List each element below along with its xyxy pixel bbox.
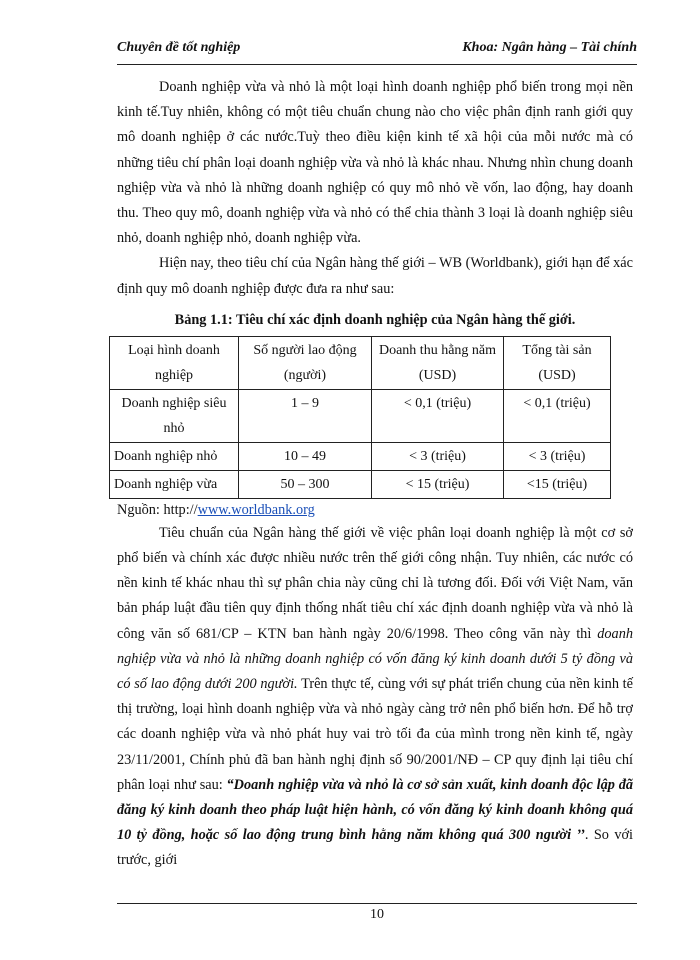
paragraph-2: Hiện nay, theo tiêu chí của Ngân hàng thế giới – WB (Worldbank), giới hạn để xác định quy mô doanh nghiệp được đưa ra như sau:	[117, 255, 633, 297]
table-header-row	[110, 336, 611, 389]
table-cell: Doanh nghiệp nhỏ	[110, 442, 239, 470]
header-left-title: Chuyên đề tốt nghiệp	[117, 40, 241, 55]
table-cell: Doanh nghiệp siêu nhỏ	[110, 389, 239, 442]
paragraph-3-quote: “Doanh nghiệp vừa và nhỏ là cơ sở sản xuất, kinh doanh độc lập đã đăng ký kinh doanh theo pháp luật hiện hành, có vốn đăng ký kinh doanh không quá 10 tỷ đồng, hoặc số lao động trung bình hằng năm không quá 300 người ’’	[117, 776, 633, 844]
paragraph-3-continued: Trên thực tế, cùng với sự phát triển chung của nền kinh tế thị trường, loại hình doanh nghiệp vừa và nhỏ ngày càng trở nên phổ biến hơn. Để hỗ trợ các doanh nghiệp vừa và nhỏ phát huy vai trò tối đa của mình trong nền kinh tế, ngày 23/11/2001, Chính phủ đã ban hành nghị định số 90/2001/NĐ – CP quy định lại tiêu chí phân loại như sau:	[117, 676, 633, 793]
table-cell: 50 – 300	[239, 470, 372, 498]
table-cell: < 3 (triệu)	[504, 442, 611, 470]
table-cell: <15 (triệu)	[504, 470, 611, 498]
table-cell: < 0,1 (triệu)	[372, 389, 504, 442]
footer-divider	[117, 903, 637, 904]
table-header-cell: Số người lao động (người)	[239, 336, 372, 389]
table-header-cell: Doanh thu hằng năm (USD)	[372, 336, 504, 389]
document-body	[114, 75, 633, 874]
source-label: Nguồn: http://	[117, 501, 198, 518]
header-divider	[117, 64, 637, 65]
table-cell: Doanh nghiệp vừa	[110, 470, 239, 498]
table-row	[110, 389, 611, 442]
table-cell: < 3 (triệu)	[372, 442, 504, 470]
criteria-table	[109, 336, 611, 499]
table-cell: < 15 (triệu)	[372, 470, 504, 498]
table-cell: 1 – 9	[239, 389, 372, 442]
paragraph-3	[117, 521, 633, 874]
paragraph-1: Doanh nghiệp vừa và nhỏ là một loại hình doanh nghiệp phổ biến trong mọi nền kinh tế.Tuy nhiên, không có một tiêu chuẩn chung nào cho việc phân định ranh giới quy mô doanh nghiệp ở các nước.Tuỳ theo điều kiện kinh tế xã hội của mỗi nước mà có những tiêu chí phân loại doanh nghiệp vừa và nhỏ là khác nhau. Nhưng nhìn chung doanh nghiệp vừa và nhỏ là những doanh nghiệp có quy mô nhỏ về vốn, lao động, hay doanh thu. Theo quy mô, doanh nghiệp vừa và nhỏ có thể chia thành 3 loại là doanh nghiệp siêu nhỏ, doanh nghiệp nhỏ, doanh nghiệp vừa.	[117, 79, 633, 247]
paragraph-3-italic: doanh nghiệp vừa và nhỏ là những doanh nghiệp có vốn đăng ký kinh doanh dưới 5 tỷ đồng và có số lao động dưới 200 người.	[117, 625, 633, 693]
table-row	[110, 470, 611, 498]
table-cell: < 0,1 (triệu)	[504, 389, 611, 442]
table-header-cell: Tổng tài sản (USD)	[504, 336, 611, 389]
paragraph-3-end: . So với trước, giới	[117, 827, 633, 869]
table-source	[117, 499, 633, 521]
table-caption: Bảng 1.1: Tiêu chí xác định doanh nghiệp của Ngân hàng thế giới.	[174, 311, 576, 328]
table-cell: 10 – 49	[239, 442, 372, 470]
table-header-cell: Loại hình doanh nghiệp	[110, 336, 239, 389]
source-link[interactable]: www.worldbank.org	[197, 501, 315, 518]
paragraph-3-text: Tiêu chuẩn của Ngân hàng thế giới về việc phân loại doanh nghiệp là một cơ sở phổ biến và chính xác được nhiều nước trên thế giới công nhận. Tuy nhiên, các nước có nền kinh tế khác nhau thì sự phân chia này cũng chỉ là tương đối. Đối với Việt Nam, văn bản pháp luật đầu tiên quy định thống nhất tiêu chí xác định doanh nghiệp vừa và nhỏ là công văn số 681/CP – KTN ban hành ngày 20/6/1998. Theo công văn này thì	[117, 524, 633, 642]
page-number: 10	[370, 907, 384, 922]
header-right-title: Khoa: Ngân hàng – Tài chính	[462, 40, 637, 55]
table-row	[110, 442, 611, 470]
page-header	[117, 40, 637, 60]
